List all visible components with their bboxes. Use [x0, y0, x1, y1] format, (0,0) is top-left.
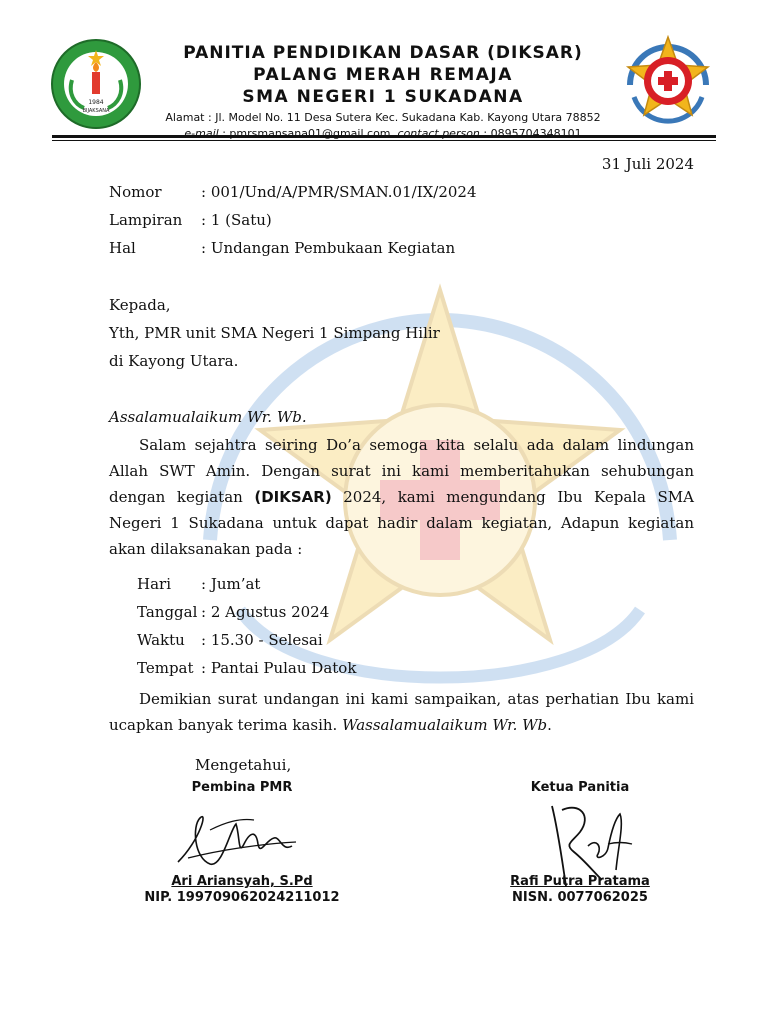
diksar-label: (DIKSAR) — [254, 488, 332, 506]
body-line-1: Salam sejahtra seiring Do’a semoga kita selalu ada dalam lindungan — [139, 436, 694, 454]
schedule-value-waktu: : 15.30 - Selesai — [201, 631, 323, 649]
letterhead — [150, 42, 616, 142]
email-link[interactable]: pmrsmansana01@gmail.com — [229, 127, 391, 140]
signer-left-role: Pembina PMR — [191, 780, 293, 795]
letterhead-contact: e-mail : pmrsmansana01@gmail.com, contact person : 0895704348101 — [184, 127, 582, 140]
pmr-emblem-icon — [622, 35, 714, 127]
schedule-label-waktu: Waktu — [137, 631, 185, 649]
greeting: Assalamualaikum Wr. Wb. — [109, 408, 307, 426]
acknowledge-label: Mengetahui, — [195, 756, 292, 774]
schedule-label-tempat: Tempat — [137, 659, 194, 677]
school-emblem-icon — [50, 38, 142, 130]
signature-left — [170, 800, 300, 880]
closing-line-1: Demikian surat undangan ini kami sampaikan, atas perhatian Ibu kami — [139, 690, 694, 708]
closing-paragraph — [109, 686, 694, 738]
signer-left-name: Ari Ariansyah, S.Pd — [171, 874, 313, 889]
meta-label-lampiran: Lampiran — [109, 211, 183, 229]
letter-date: 31 Juli 2024 — [601, 155, 694, 173]
closing-farewell: Wassalamualaikum Wr. Wb — [342, 716, 548, 734]
letterhead-line-2: PALANG MERAH REMAJA — [253, 65, 513, 85]
header-rule-thin — [52, 140, 716, 141]
header-rule-thick — [52, 135, 716, 138]
schedule-label-tanggal: Tanggal — [137, 603, 198, 621]
recipient-place: di Kayong Utara. — [109, 352, 239, 370]
meta-value-hal: : Undangan Pembukaan Kegiatan — [201, 239, 456, 257]
signer-right-name: Rafi Putra Pratama — [510, 874, 650, 889]
letterhead-line-1: PANITIA PENDIDIKAN DASAR (DIKSAR) — [183, 43, 583, 63]
meta-label-hal: Hal — [109, 239, 136, 257]
schedule-value-tempat: : Pantai Pulau Datok — [201, 659, 357, 677]
meta-value-lampiran: : 1 (Satu) — [201, 211, 272, 229]
contact-phone: 0895704348101 — [490, 127, 582, 140]
recipient-to: Yth, PMR unit SMA Negeri 1 Simpang Hilir — [109, 324, 440, 342]
body-line-3: dengan kegiatan (DIKSAR) 2024, kami mengundang Ibu Kepala SMA — [109, 488, 695, 506]
body-line-2: Allah SWT Amin. Dengan surat ini kami memberitahukan sehubungan — [109, 462, 694, 480]
signer-right-role: Ketua Panitia — [530, 780, 630, 795]
logo-year: 1984 — [88, 99, 104, 106]
meta-label-nomor: Nomor — [109, 183, 162, 201]
recipient-salutation: Kepada, — [109, 296, 171, 314]
letterhead-line-3: SMA NEGERI 1 SUKADANA — [242, 87, 524, 107]
letterhead-address: Alamat : Jl. Model No. 11 Desa Sutera Kec. Sukadana Kab. Kayong Utara 78852 — [165, 111, 601, 124]
body-line-4: Negeri 1 Sukadana untuk dapat hadir dalam kegiatan, Adapun kegiatan — [109, 514, 694, 532]
closing-line-2: ucapkan banyak terima kasih. Wassalamualaikum Wr. Wb. — [109, 716, 552, 734]
signer-left-id: NIP. 199709062024211012 — [144, 890, 340, 905]
schedule-value-tanggal: : 2 Agustus 2024 — [201, 603, 330, 621]
body-line-5: akan dilaksanakan pada : — [109, 540, 303, 558]
logo-motto: BIJAKSANA — [82, 108, 110, 114]
signer-right-id: NISN. 0077062025 — [512, 890, 648, 905]
schedule-label-hari: Hari — [137, 575, 171, 593]
meta-value-nomor: : 001/Und/A/PMR/SMAN.01/IX/2024 — [201, 183, 477, 201]
body-paragraph — [109, 432, 694, 562]
schedule-value-hari: : Jum’at — [201, 575, 261, 593]
